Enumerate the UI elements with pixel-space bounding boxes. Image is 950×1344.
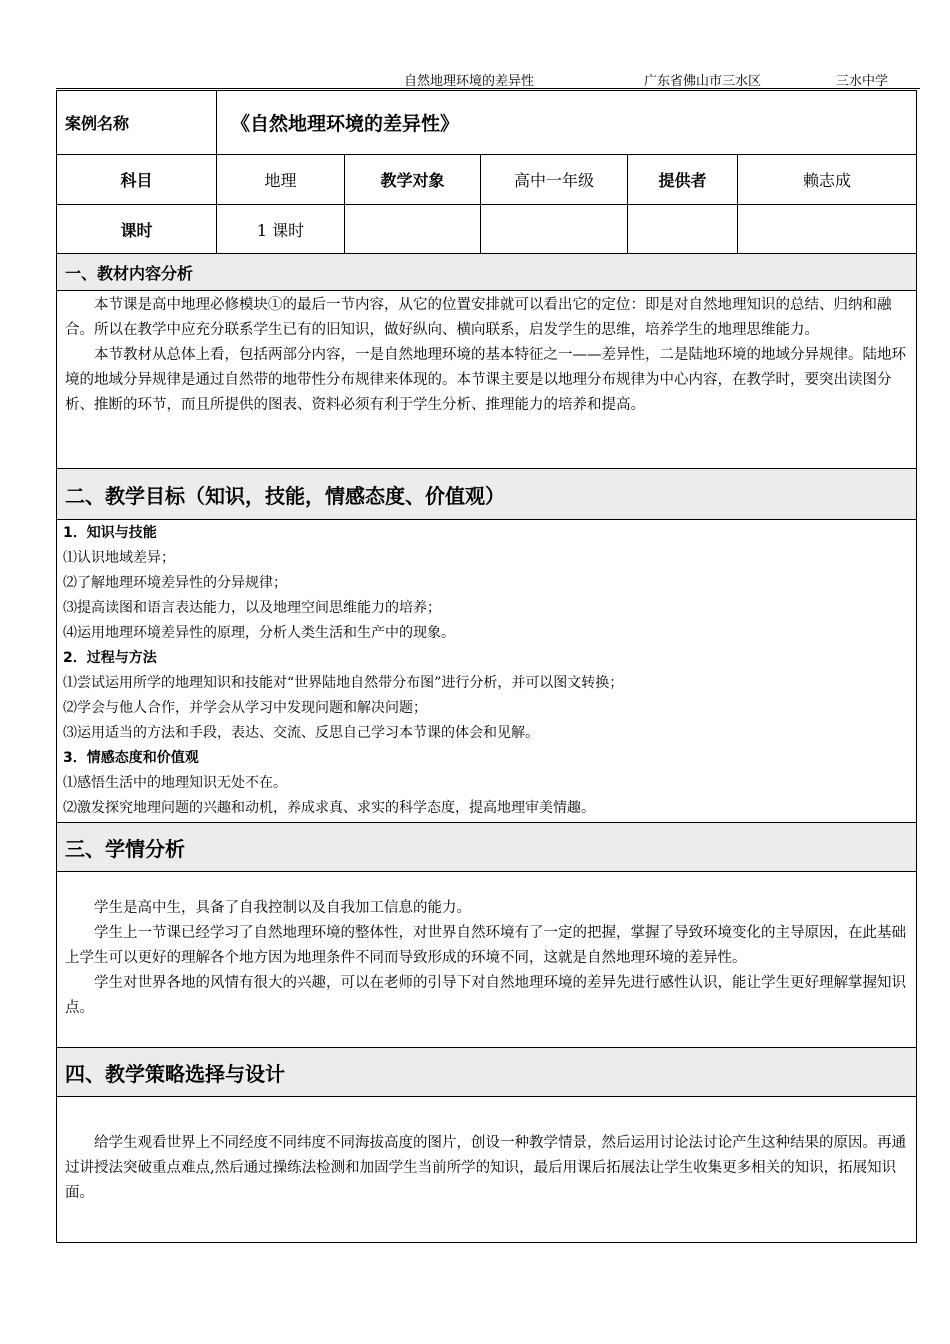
section-1-body-row — [57, 291, 917, 469]
objective-item: ⑴尝试运用所学的地理知识和技能对“世界陆地自然带分布图”进行分析，并可以图文转换； — [63, 675, 624, 691]
case-name: 《自然地理环境的差异性》 — [217, 91, 917, 155]
section-2-body-row — [57, 520, 917, 823]
objective-item: ⑴感悟生活中的地理知识无处不在。 — [63, 775, 287, 791]
empty-cell — [738, 205, 917, 254]
section-4-header-row — [57, 1048, 917, 1097]
section-4-title: 四、教学策略选择与设计 — [57, 1048, 917, 1097]
paragraph: 给学生观看世界上不同经度不同纬度不同海拔高度的图片，创设一种教学情景，然后运用讨论法讨论产生这种结果的原因。再通过讲授法突破重点难点,然后通过操练法检测和加固学生当前所学的知识，最后用课后拓展法让学生收集更多相关的知识，拓展知识面。 — [65, 1135, 906, 1201]
paragraph: 学生是高中生，具备了自我控制以及自我加工信息的能力。 — [94, 900, 471, 916]
paragraph: 本节教材从总体上看，包括两部分内容，一是自然地理环境的基本特征之一——差异性，二是陆地环境的地域分异规律。陆地环境的地域分异规律是通过自然带的地带性分布规律来体现的。本节课主要是以地理分布规律为中心内容，在教学时，要突出读图分析、推断的环节，而且所提供的图表、资料必须有利于学生分析、推理能力的培养和提高。 — [65, 347, 906, 413]
section-2-body — [57, 520, 917, 823]
section-1-body — [57, 291, 917, 469]
section-4-body — [57, 1097, 917, 1243]
objective-item: ⑵了解地理环境差异性的分异规律； — [63, 575, 287, 591]
objective-group-heading: 3．情感态度和价值观 — [63, 750, 199, 766]
objective-item: ⑵激发探究地理问题的兴趣和动机，养成求真、求实的科学态度，提高地理审美情趣。 — [63, 800, 595, 816]
header-region: 广东省佛山市三水区 — [644, 74, 762, 89]
objective-item: ⑴认识地域差异； — [63, 550, 175, 566]
hours-value: 1 课时 — [217, 205, 345, 254]
lesson-plan-table — [56, 90, 917, 1243]
empty-cell — [345, 205, 481, 254]
section-3-body-row — [57, 872, 917, 1048]
audience-label: 教学对象 — [345, 155, 481, 205]
paragraph: 本节课是高中地理必修模块①的最后一节内容，从它的位置安排就可以看出它的定位：即是对自然地理知识的总结、归纳和融合。所以在教学中应充分联系学生已有的旧知识，做好纵向、横向联系，启发学生的思维，培养学生的地理思维能力。 — [65, 297, 892, 338]
objective-item: ⑵学会与他人合作，并学会从学习中发现问题和解决问题； — [63, 700, 427, 716]
provider-value: 赖志成 — [738, 155, 917, 205]
provider-label: 提供者 — [628, 155, 738, 205]
section-3-body — [57, 872, 917, 1048]
section-2-header-row — [57, 469, 917, 520]
subject-value: 地理 — [217, 155, 345, 205]
objective-group-heading: 2．过程与方法 — [63, 650, 157, 666]
section-3-title: 三、学情分析 — [57, 823, 917, 872]
empty-cell — [481, 205, 628, 254]
case-label: 案例名称 — [57, 91, 217, 155]
empty-cell — [628, 205, 738, 254]
paragraph: 学生对世界各地的风情有很大的兴趣，可以在老师的引导下对自然地理环境的差异先进行感性认识，能让学生更好理解掌握知识点。 — [65, 975, 906, 1016]
subject-row — [57, 155, 917, 205]
header-school: 三水中学 — [836, 74, 889, 89]
audience-value: 高中一年级 — [481, 155, 628, 205]
objective-item: ⑶提高读图和语言表达能力，以及地理空间思维能力的培养； — [63, 600, 441, 616]
case-row — [57, 91, 917, 155]
section-2-title: 二、教学目标（知识，技能，情感态度、价值观） — [57, 469, 917, 520]
hours-row — [57, 205, 917, 254]
section-3-header-row — [57, 823, 917, 872]
section-1-title: 一、教材内容分析 — [57, 254, 917, 291]
hours-label: 课时 — [57, 205, 217, 254]
paragraph: 学生上一节课已经学习了自然地理环境的整体性，对世界自然环境有了一定的把握，掌握了导致环境变化的主导原因，在此基础上学生可以更好的理解各个地方因为地理条件不同而导致形成的环境不同，这就是自然地理环境的差异性。 — [65, 925, 906, 966]
header-topic: 自然地理环境的差异性 — [404, 74, 535, 89]
section-1-header-row — [57, 254, 917, 291]
section-4-body-row — [57, 1097, 917, 1243]
objective-item: ⑶运用适当的方法和手段，表达、交流、反思自己学习本节课的体会和见解。 — [63, 725, 539, 741]
subject-label: 科目 — [57, 155, 217, 205]
objective-group-heading: 1．知识与技能 — [63, 525, 157, 541]
page-header — [56, 60, 920, 89]
objective-item: ⑷运用地理环境差异性的原理，分析人类生活和生产中的现象。 — [63, 625, 455, 641]
